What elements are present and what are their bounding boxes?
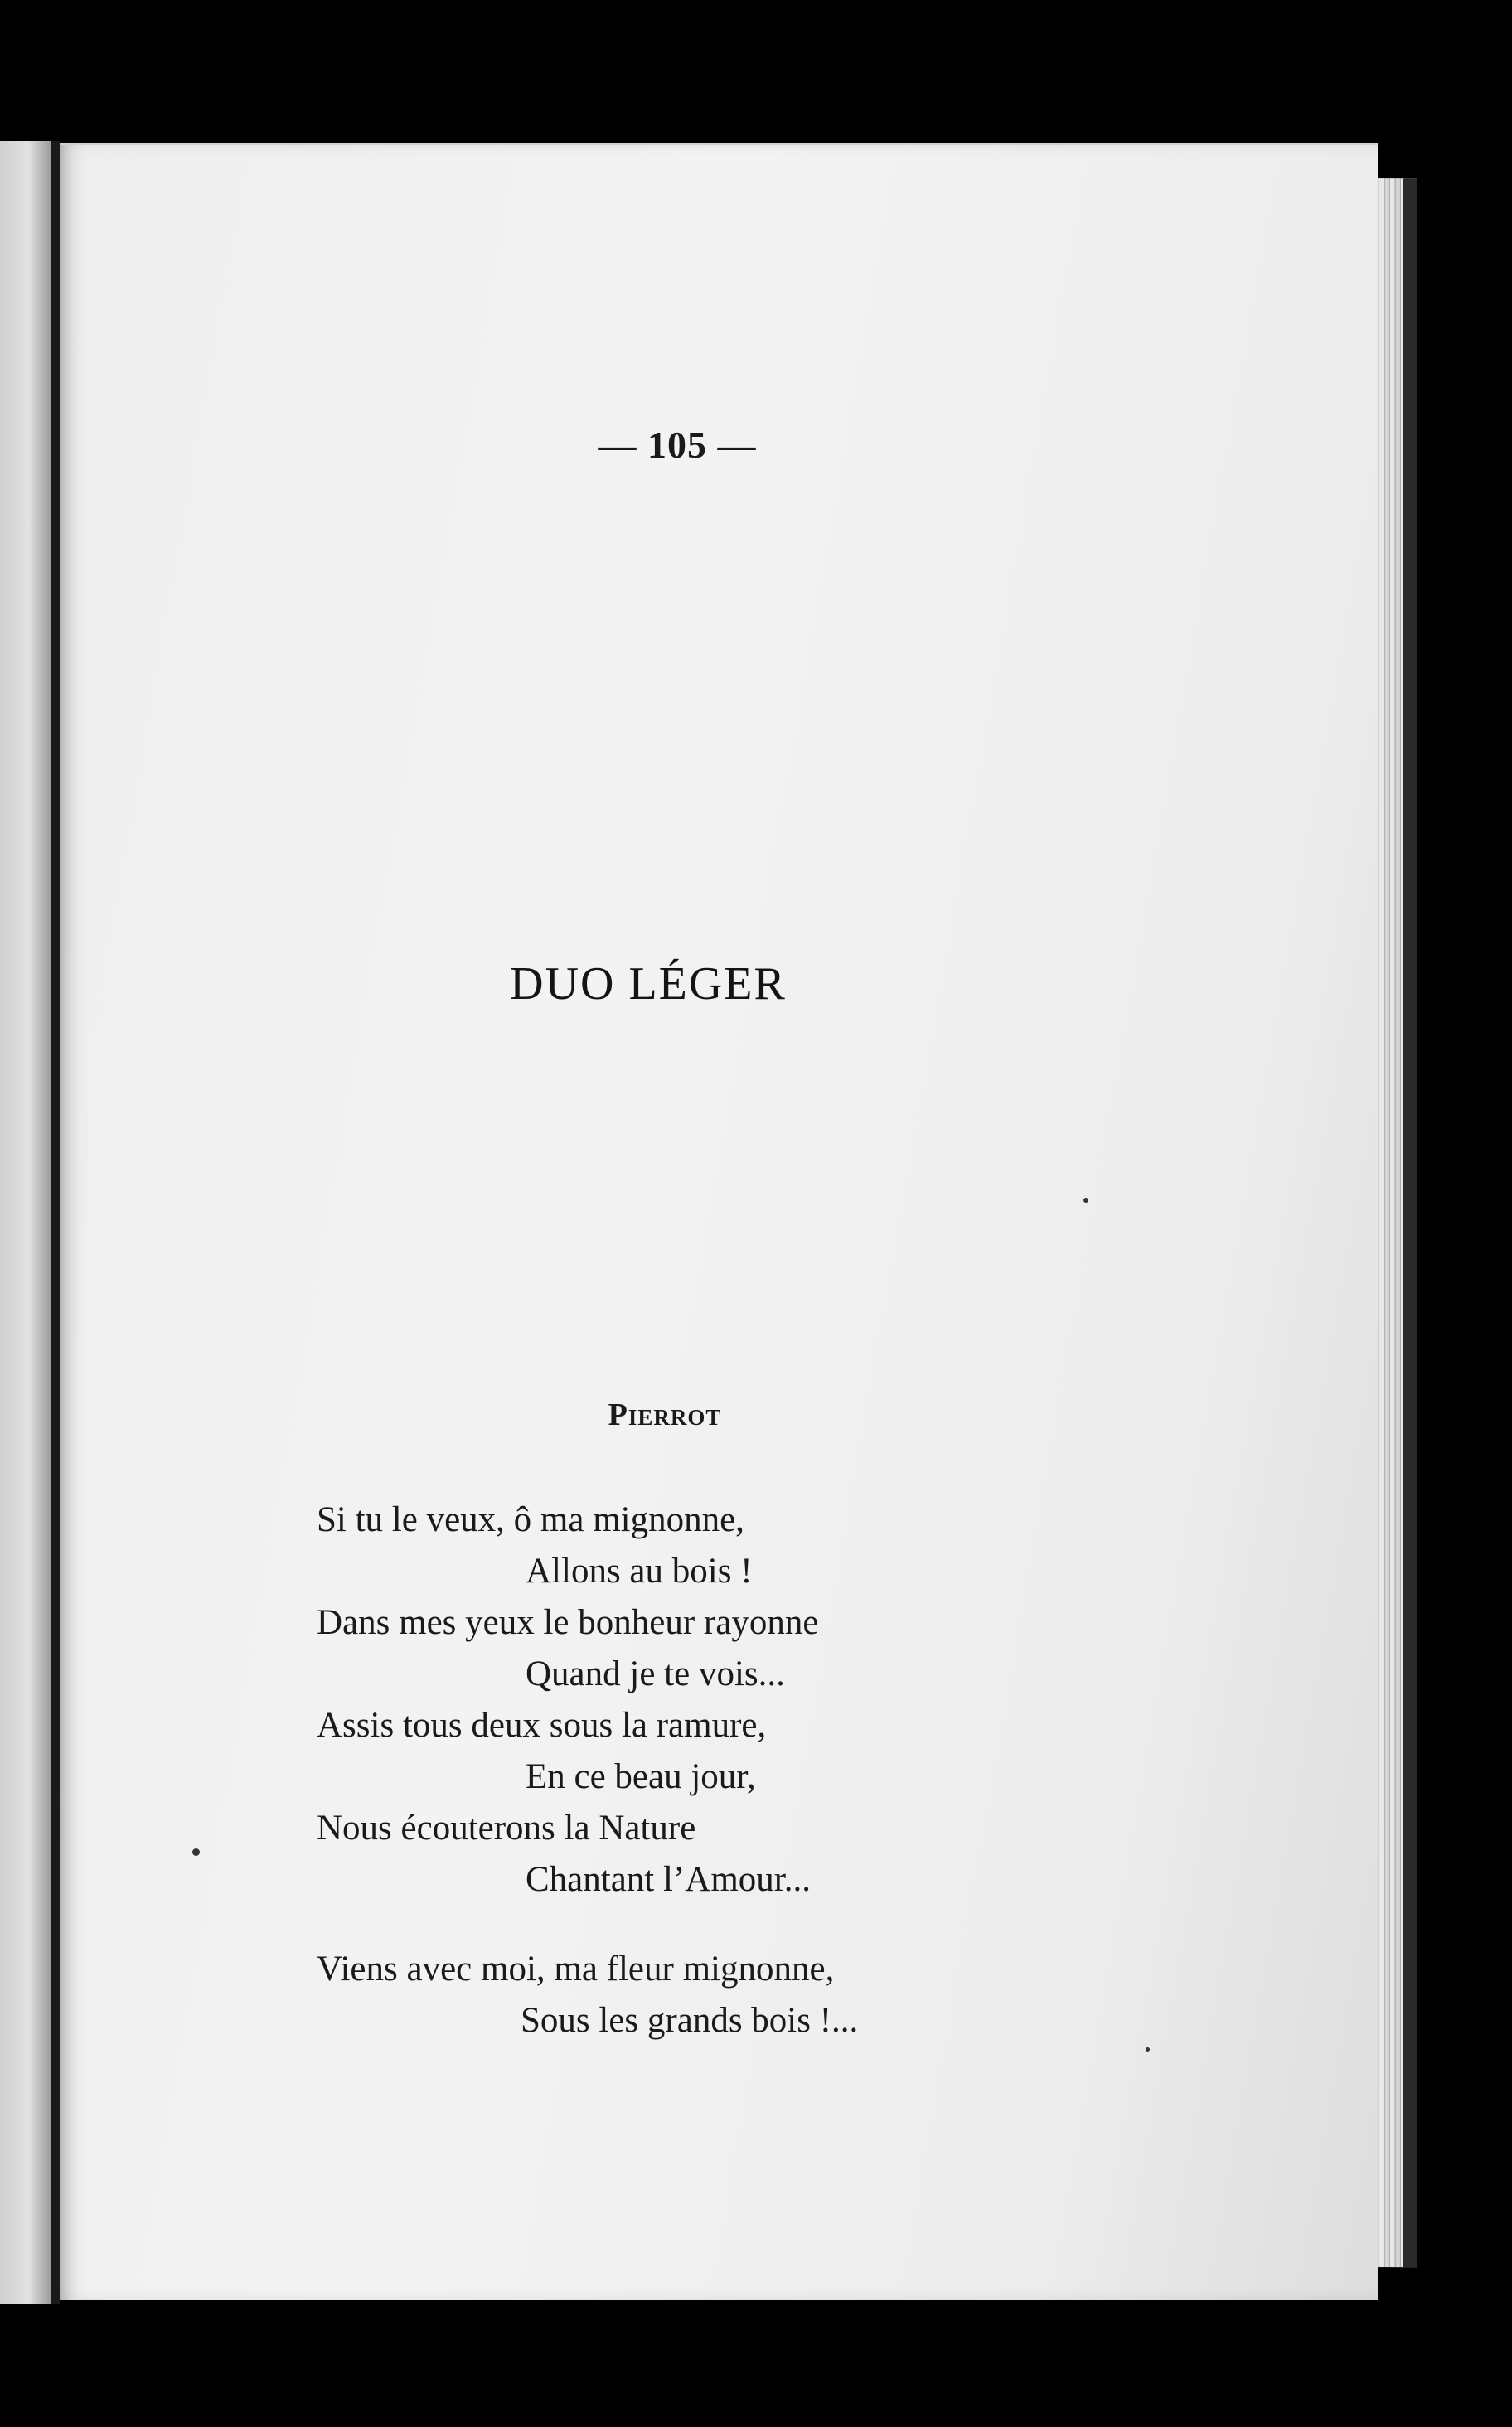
verse-line: Quand je te vois... xyxy=(526,1654,785,1693)
poem-title: DUO LÉGER xyxy=(510,958,787,1010)
verse-line: Chantant l’Amour... xyxy=(526,1860,811,1899)
verse-line: Sous les grands bois !... xyxy=(521,2001,859,2040)
verse-line: En ce beau jour, xyxy=(526,1757,756,1796)
verse-line: Si tu le veux, ô ma mignonne, xyxy=(317,1500,744,1539)
verse-line: Allons au bois ! xyxy=(526,1552,753,1591)
verse-line: Assis tous deux sous la ramure, xyxy=(317,1706,767,1745)
verse-line: Nous écouterons la Nature xyxy=(317,1809,696,1848)
speaker-name: Pierrot xyxy=(608,1398,722,1432)
stanza xyxy=(317,1494,1146,1906)
print-speck xyxy=(1083,1198,1088,1203)
stanza xyxy=(317,1944,1146,2047)
verse-line: Dans mes yeux le bonheur rayonne xyxy=(317,1603,819,1642)
verse-line: Viens avec moi, ma fleur mignonne, xyxy=(317,1950,835,1989)
print-speck xyxy=(1146,2047,1150,2052)
print-speck xyxy=(192,1848,200,1856)
book-page xyxy=(60,143,1378,2300)
adjacent-page-edge xyxy=(0,141,60,2304)
page-number: — 105 — xyxy=(598,424,757,466)
